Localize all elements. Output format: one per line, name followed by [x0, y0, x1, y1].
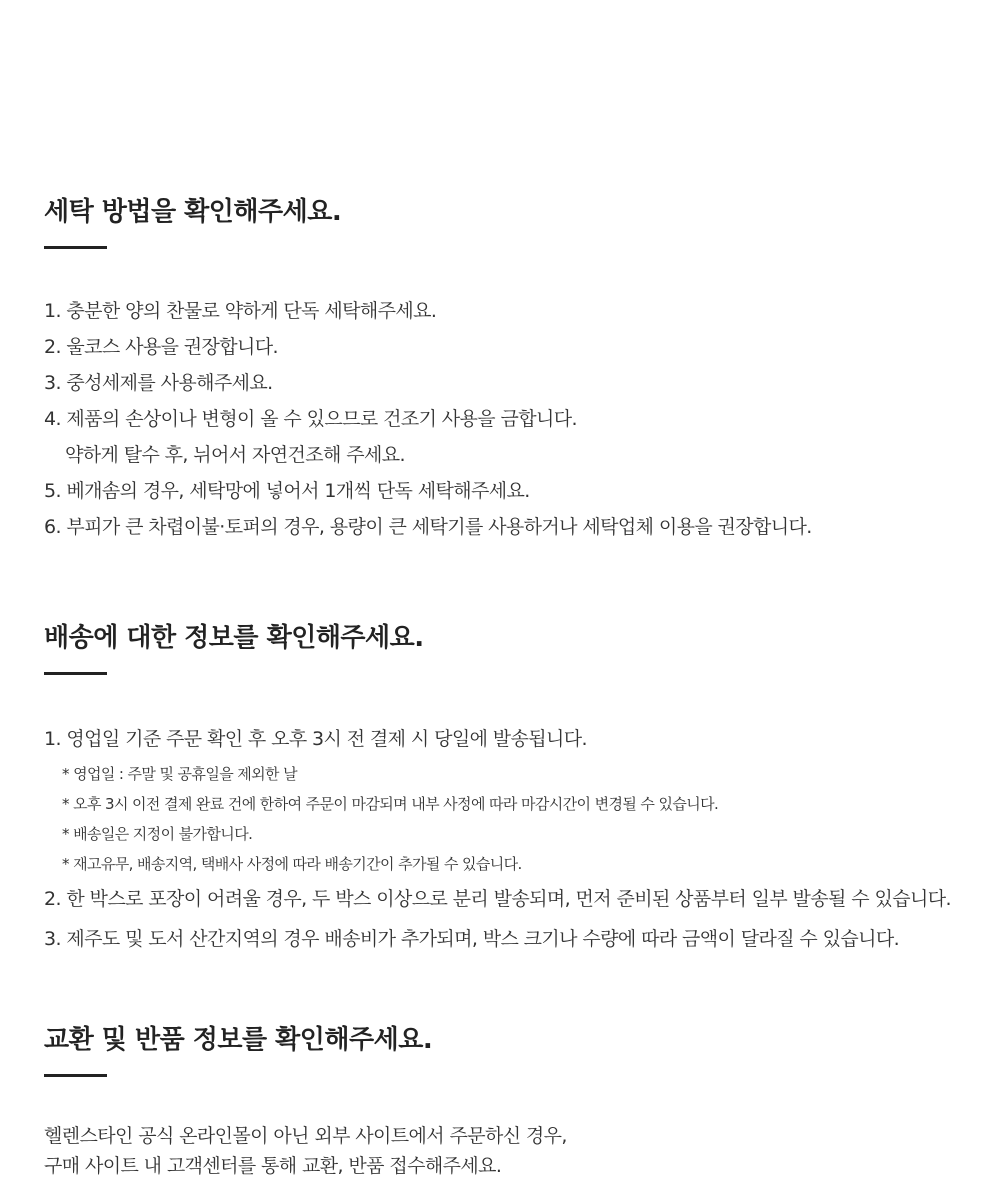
- shipping-list: [44, 719, 980, 959]
- washing-section: [44, 196, 980, 545]
- list-item: 6. 부피가 큰 차렵이불·토퍼의 경우, 용량이 큰 세탁기를 사용하거나 세탁업체 이용을 권장합니다.: [44, 516, 812, 538]
- footnote: * 오후 3시 이전 결제 완료 건에 한하여 주문이 마감되며 내부 사정에 따라 마감시간이 변경될 수 있습니다.: [62, 795, 719, 813]
- footnote: * 재고유무, 배송지역, 택배사 사정에 따라 배송기간이 추가될 수 있습니다.: [62, 855, 522, 873]
- list-item: 1. 영업일 기준 주문 확인 후 오후 3시 전 결제 시 당일에 발송됩니다.: [44, 728, 587, 750]
- list-item: 2. 울코스 사용을 권장합니다.: [44, 336, 278, 358]
- list-item: 3. 중성세제를 사용해주세요.: [44, 372, 273, 394]
- list-item-continuation: 약하게 탈수 후, 뉘어서 자연건조해 주세요.: [65, 444, 405, 466]
- returns-title: 교환 및 반품 정보를 확인해주세요.: [44, 1025, 433, 1055]
- title-divider: [44, 1074, 107, 1077]
- list-item: 4. 제품의 손상이나 변형이 올 수 있으므로 건조기 사용을 금합니다.: [44, 408, 577, 430]
- list-item: 2. 한 박스로 포장이 어려울 경우, 두 박스 이상으로 분리 발송되며, 먼저 준비된 상품부터 일부 발송될 수 있습니다.: [44, 888, 951, 910]
- paragraph-line: 구매 사이트 내 고객센터를 통해 교환, 반품 접수해주세요.: [44, 1155, 502, 1177]
- list-item: 5. 베개솜의 경우, 세탁망에 넣어서 1개씩 단독 세탁해주세요.: [44, 480, 530, 502]
- paragraph-line: 헬렌스타인 공식 온라인몰이 아닌 외부 사이트에서 주문하신 경우,: [44, 1125, 567, 1147]
- list-item: 1. 충분한 양의 찬물로 약하게 단독 세탁해주세요.: [44, 300, 437, 322]
- returns-section: [44, 1024, 980, 1181]
- footnote: * 배송일은 지정이 불가합니다.: [62, 825, 253, 843]
- washing-title: 세탁 방법을 확인해주세요.: [44, 197, 342, 227]
- title-divider: [44, 672, 107, 675]
- shipping-section: [44, 622, 980, 959]
- shipping-title: 배송에 대한 정보를 확인해주세요.: [44, 623, 424, 653]
- footnote: * 영업일 : 주말 및 공휴일을 제외한 날: [62, 765, 297, 783]
- returns-body: [44, 1121, 980, 1181]
- list-item: 3. 제주도 및 도서 산간지역의 경우 배송비가 추가되며, 박스 크기나 수량에 따라 금액이 달라질 수 있습니다.: [44, 928, 900, 950]
- washing-list: [44, 293, 980, 545]
- title-divider: [44, 246, 107, 249]
